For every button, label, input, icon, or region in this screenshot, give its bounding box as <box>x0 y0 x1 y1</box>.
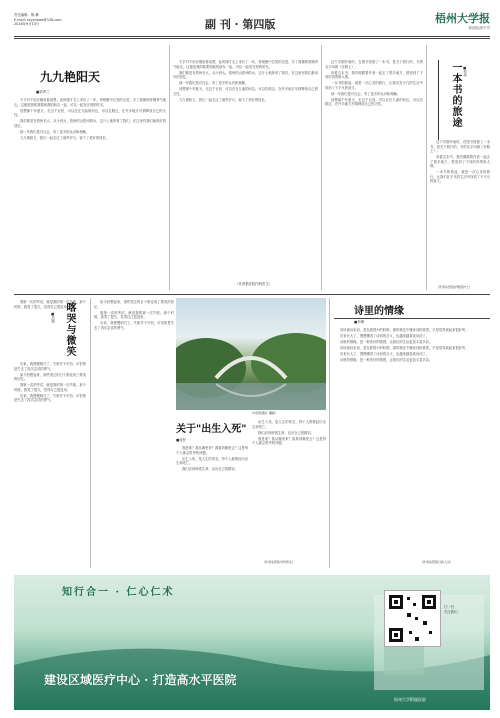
article1-para: 那一年我们是对社会，有了更多的认识和理解。 <box>20 129 90 134</box>
article2-title-bar <box>438 60 439 140</box>
masthead-rule-thin <box>14 38 490 39</box>
article1-para: 那一年我们是对社会，有了更多的认识和理解。 <box>331 91 401 96</box>
column-divider <box>169 45 170 290</box>
article1-para: 那一年我们是对社会，有了更多的认识和理解。 <box>179 81 249 85</box>
article4-para: 我是谁？我从哪里来？我要到哪里去？这是每个人都会思考的问题。 <box>252 436 326 445</box>
article1-para: 我们都是在梧州长大，从小到大，梧州的山梧州的水，这片土地养育了我们，在这里有我们最美好的回忆。 <box>173 70 318 79</box>
article4-para: 我们应该珍惜生命，活出自己的精彩。 <box>182 467 239 471</box>
article3-para: 如今回想起来，那些哭泣的日子都变成了微笑的回忆。 <box>14 372 86 381</box>
article3-para: 后来，我慢慢明白了，失败并不可怕，可怕的是失去了再次尝试的勇气。 <box>14 393 86 402</box>
article4-para: 出生入死，是人生的常态，每个人都要经历出生和死亡。 <box>176 456 248 465</box>
article3-title: 喀哭与微笑 <box>64 302 75 357</box>
article2-para: 读着这本书，我仿佛跟着作者一起去了很多地方，感受到了不同的风景和人情。 <box>325 70 423 79</box>
column-divider <box>90 298 91 568</box>
article1-para: 回想那个年夏天，走过千百回，可以在在九曲的河边，可以在路边，在许多地方尽情释放自己的天性。 <box>173 87 318 96</box>
bottom-banner <box>14 575 490 710</box>
article4-title: 关于"出生入死" <box>176 424 247 435</box>
masthead-left <box>14 13 124 27</box>
middle-right-body <box>325 60 423 290</box>
article3-body-cont <box>14 362 86 568</box>
qr-code <box>384 590 441 647</box>
article3-para: 后来，我慢慢明白了，失败并不可怕，可怕的是失去了再次尝试的勇气。 <box>14 362 86 371</box>
article5-title-rule <box>334 318 490 319</box>
article5-body <box>334 328 490 568</box>
banner-slogan: 建设区域医疗中心 · 打造高水平医院 <box>44 673 237 687</box>
article5-para: 后来长大了，慢慢懂得了诗词的含义，也越来越喜欢诗词了。 <box>340 352 430 356</box>
paper-logo <box>420 10 490 31</box>
article3-para: 如今回想起来，那些哭泣的日子都变成了微笑的回忆。 <box>94 300 174 309</box>
article3-para: 我第一次的考试，就是我的第一次失败。那个时候，我哭了很久，觉得自己很没用。 <box>14 383 86 392</box>
article1-body <box>14 98 166 290</box>
article2-para: 一本书的旅途，就是一次心灵的旅行，让我们在平凡的生活中找到了不平凡的意义。 <box>325 81 423 90</box>
article3-author: ■吴颖 <box>50 312 55 323</box>
article2-note: （作者系医院护理部护士） <box>436 285 473 289</box>
article1-para: 九九艳阳天，我们一起走过了那些岁月，留下了美好的回忆。 <box>20 135 110 140</box>
qr-caption <box>444 605 484 614</box>
landscape-photo <box>176 298 326 410</box>
article1-para: 回想那个年夏天，走过千百回，可以在在九曲的河边，可以在路边，在许多地方尽情释放自己的天性。 <box>14 108 166 117</box>
photo-caption: （中医院图片 摄影） <box>250 411 278 415</box>
article4-para: 我是谁？我从哪里来？我要到哪里去？这是每个人都会思考的问题。 <box>176 446 248 455</box>
article2-para: 这个学期开始时，在图书馆借了一本书，是关于旅行的，书的名字叫做《在路上》。 <box>430 140 490 153</box>
article3-para: 我第一次的考试，就是我的第一次失败。那个时候，我哭了很久，觉得自己很没用。 <box>94 310 174 319</box>
column-divider <box>321 45 322 290</box>
article1-author: ■梁秀兰 <box>36 90 50 94</box>
footer-sub: 梧州大学附属医院 <box>394 697 426 702</box>
article5-note: （作者系医院行政人员） <box>420 560 454 564</box>
article1-title: 九九艳阳天 <box>40 70 101 84</box>
article1-para: 九九艳阳天，我们一起走过了那些岁月，留下了美好的回忆。 <box>179 97 269 102</box>
article1-note: （作者系医院内科医生） <box>235 282 273 286</box>
article2-para: 这个学期开始时，在图书馆借了一本书，是关于旅行的，书的名字叫做《在路上》。 <box>325 60 423 69</box>
editor-line: 责任编辑：陈 琳 <box>14 13 39 17</box>
article2-para: 一本书的旅途，就是一次心灵的旅行，让我们在平凡的生活中找到了不平凡的意义。 <box>430 170 490 183</box>
date-line: 2018年9月13日 <box>14 22 40 27</box>
article4-body-col2 <box>252 420 326 568</box>
article4-author: ■庞松 <box>176 438 186 442</box>
column-divider <box>329 298 330 568</box>
article1-para: 我们都是在梧州长大，从小到大，梧州的山梧州的水，这片土地养育了我们，在这里有我们最美好的回忆。 <box>14 119 166 128</box>
article5-para: 后来长大了，慢慢懂得了诗词的含义，也越来越喜欢诗词了。 <box>340 334 430 338</box>
photo-illustration <box>176 298 326 410</box>
article2-body <box>430 140 490 290</box>
article5-para: 诗里的情缘，是一种美好的情感，让我们的生活更加丰富多彩。 <box>340 340 433 344</box>
article1-body-cont <box>173 60 318 290</box>
article4-body <box>176 446 248 568</box>
article1-para: 夫手对不论在哪里都清楚，此时刚才走上采访了一年，每相聚中总笑的走进，多了我像的度哦秀气地走，这便是我的我要和我的朋友一起，可以一起发完现的时光。 <box>14 98 166 107</box>
article5-title: 诗里的情缘 <box>354 306 404 317</box>
section-title: 副 刊 · 第四版 <box>205 18 276 31</box>
article5-para: 初读唐诗宋词，是在我很小的时候，那时候还不懂诗词的意思，只是觉得读起来很好听。 <box>340 346 469 350</box>
article3-para: 后来，我慢慢明白了，失败并不可怕，可怕的是失去了再次尝试的勇气。 <box>94 321 174 330</box>
qr-code-icon <box>385 591 440 646</box>
section-rule <box>14 294 490 295</box>
article2-author: ■何炜 <box>462 66 467 77</box>
email-line: E-mail: zxyynews@126.com <box>14 17 62 22</box>
qr-caption-line: 扫一扫 <box>444 605 455 609</box>
article1-para: 回想那个年夏天，走过千百回，可以在在九曲的河边，可以在路边，在许多地方尽情释放自己的天性。 <box>325 97 423 106</box>
article4-note: （作者系医院外科医生） <box>262 560 296 564</box>
paper-name: 梧州大学报 <box>435 12 490 25</box>
article3-body-col2 <box>94 300 174 568</box>
article2-title: 一本书的旅途 <box>450 62 461 128</box>
column-divider <box>426 45 427 290</box>
qr-caption-line: 关注我们 <box>444 609 458 614</box>
article5-author: ■李琳 <box>354 320 364 324</box>
article2-para: 读着这本书，我仿佛跟着作者一起去了很多地方，感受到了不同的风景和人情。 <box>430 155 490 168</box>
article4-para: 出生入死，是人生的常态，每个人都要经历出生和死亡。 <box>252 420 326 429</box>
article1-para: 夫手对不论在哪里都清楚，此时刚才走上采访了一年，每相聚中总笑的走进，多了我像的度哦秀气地走，这便是我的我要和我的朋友一起，可以一起发完现的时光。 <box>173 60 318 69</box>
article4-para: 我们应该珍惜生命，活出自己的精彩。 <box>258 430 315 435</box>
article5-para: 诗里的情缘，是一种美好的情感，让我们的生活更加丰富多彩。 <box>340 358 433 362</box>
banner-tagline: 知行合一 · 仁心仁术 <box>62 587 175 598</box>
article5-para: 初读唐诗宋词，是在我很小的时候，那时候还不懂诗词的意思，只是觉得读起来很好听。 <box>340 328 469 332</box>
article3-para: 我第一次的考试，就是我的第一次失败。那个时候，我哭了很久，觉得自己很没用。 <box>14 300 86 309</box>
masthead-rule <box>14 36 490 37</box>
paper-sub: 新闻检测专刊 <box>468 26 490 30</box>
